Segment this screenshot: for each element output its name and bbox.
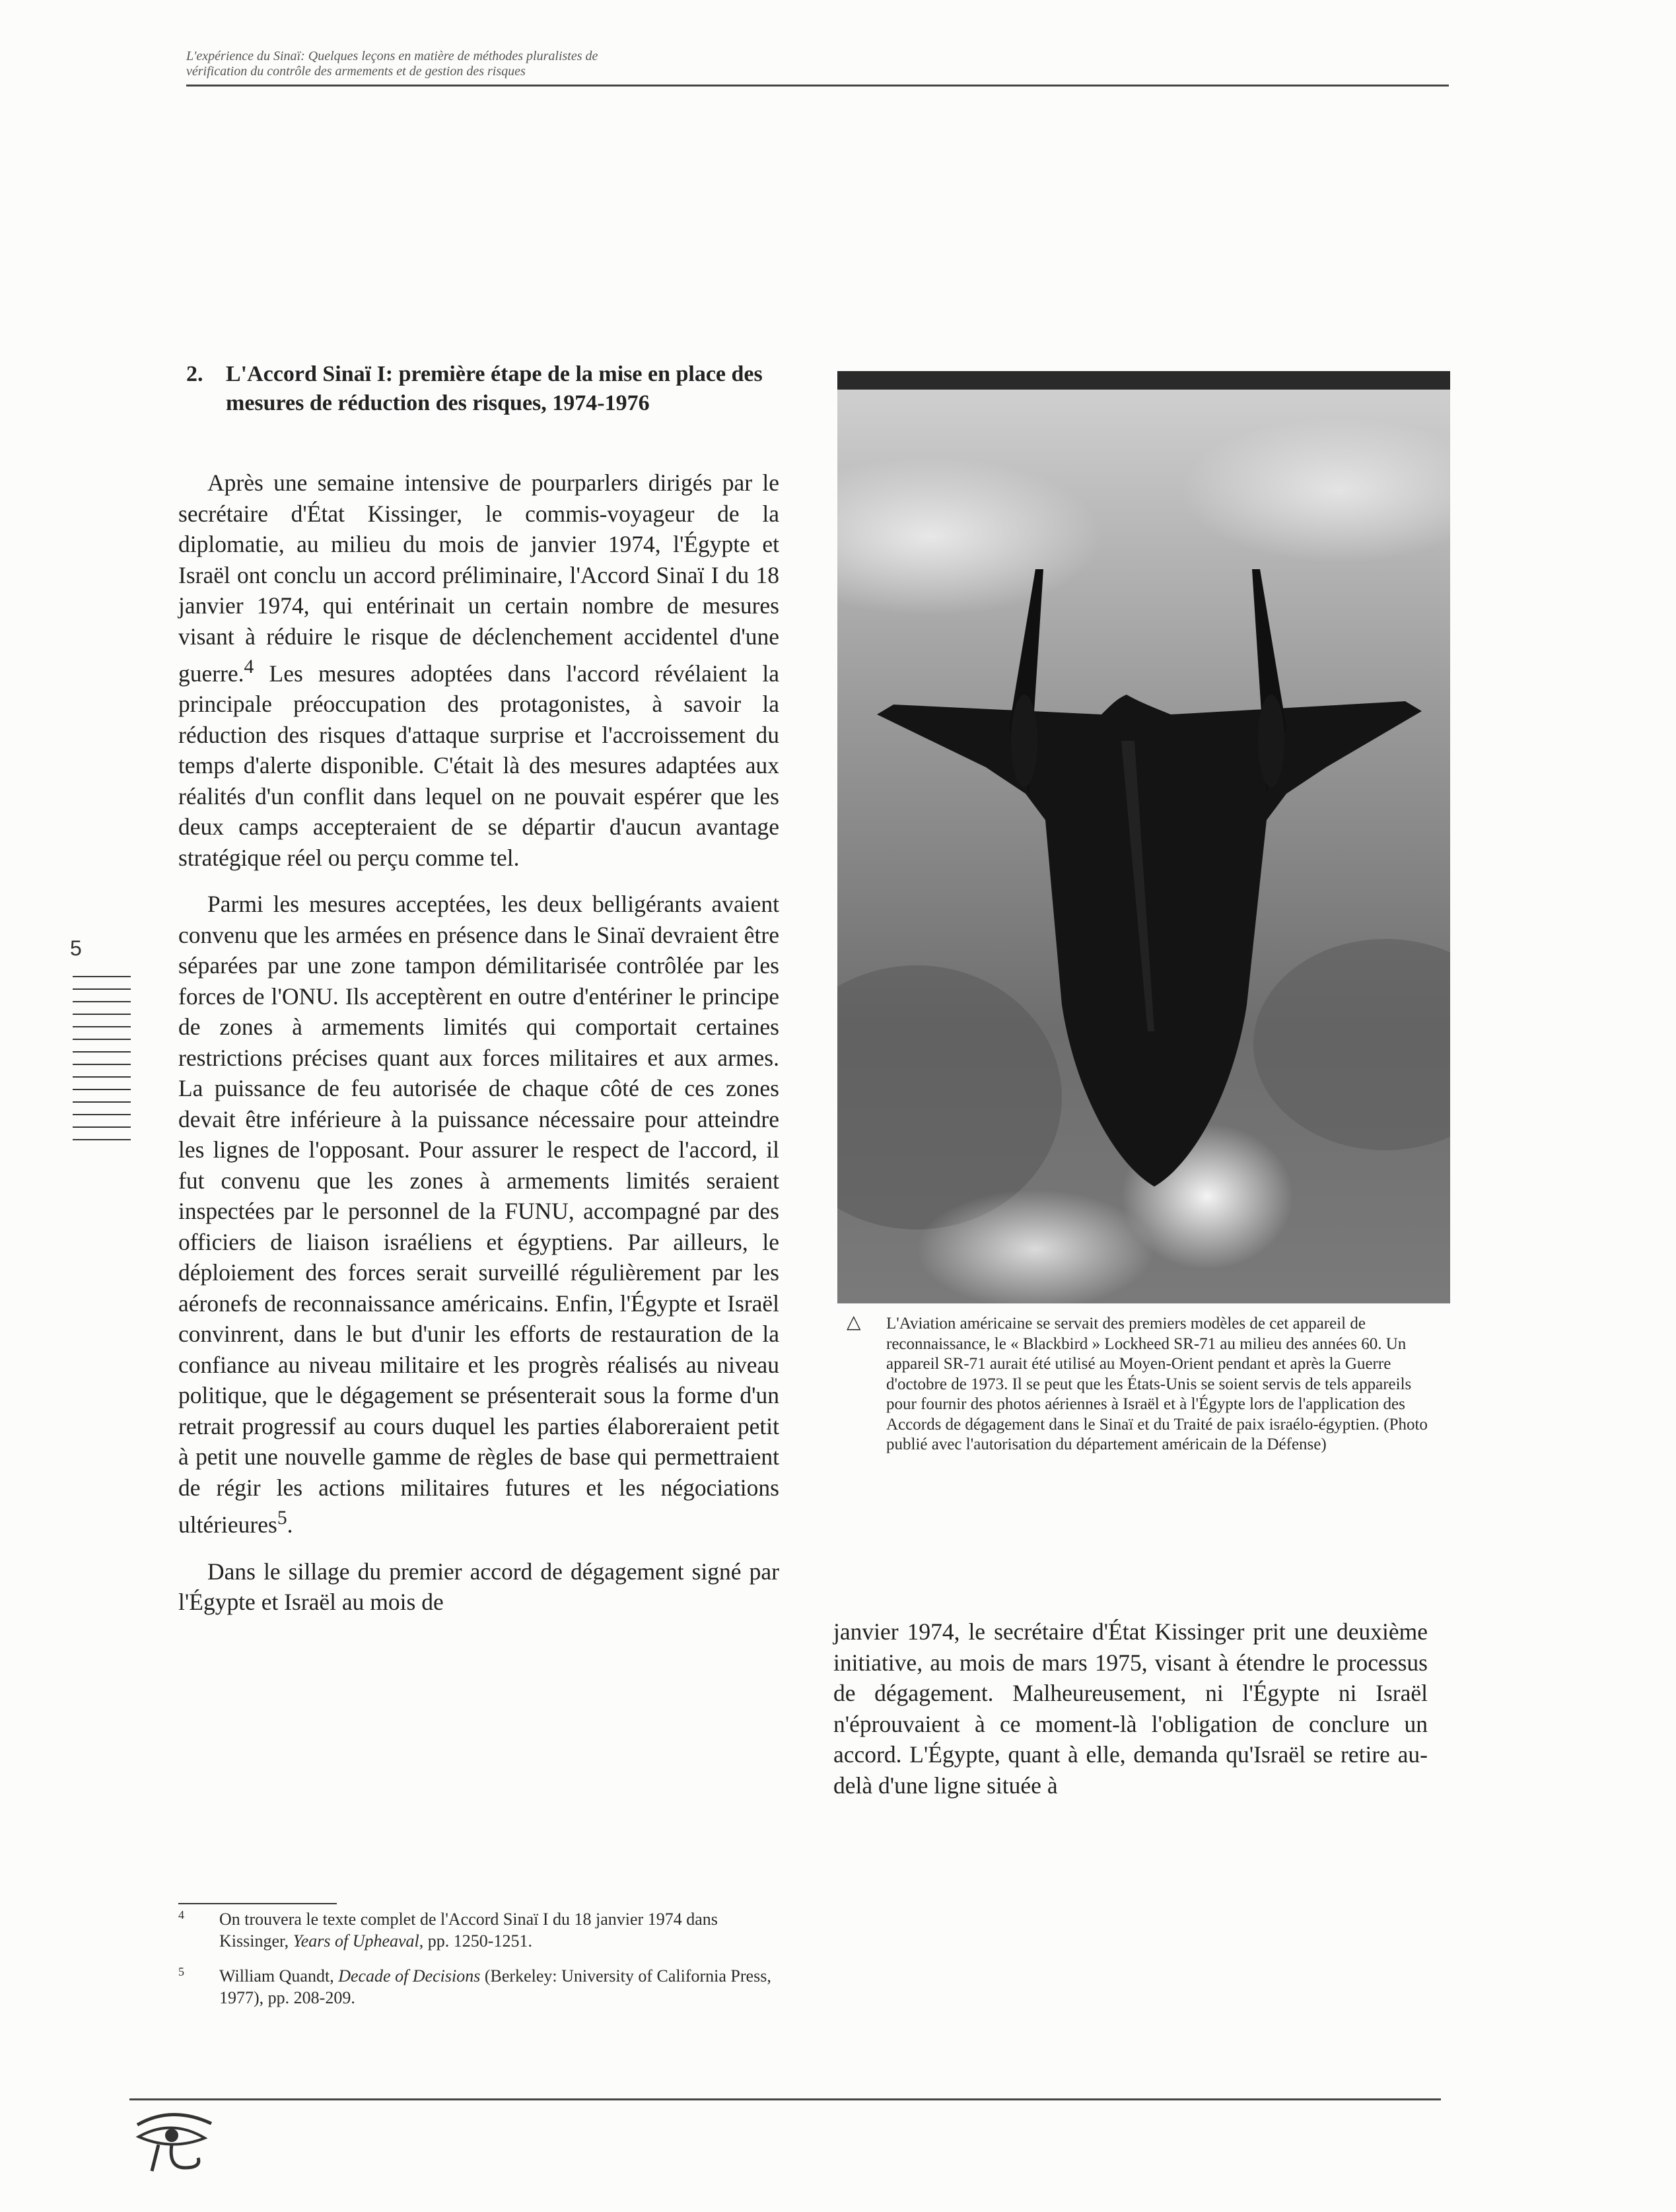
footnote-4-pages: , pp. 1250-1251. bbox=[419, 1931, 532, 1951]
section-number: 2. bbox=[186, 362, 203, 386]
right-column bbox=[833, 1616, 1428, 1801]
margin-rules bbox=[73, 976, 131, 1152]
photo-caption bbox=[847, 1314, 1441, 1455]
left-column bbox=[178, 467, 779, 1634]
footnote-5-publisher: (Berkeley: University of California Press, 1977), pp. 208-209. bbox=[219, 1966, 771, 2007]
footnote-marker: 4 bbox=[178, 1908, 184, 1921]
running-header-line-1: L'expérience du Sinaï: Quelques leçons en matière de méthodes pluralistes de bbox=[186, 49, 598, 63]
sr71-photo bbox=[837, 371, 1450, 1303]
caption-text: L'Aviation américaine se servait des premiers modèles de cet appareil de reconnaissance, le « Blackbird » Lockheed SR-71 au milieu des années 60. Un appareil SR-71 aurait été utilisé au Moyen-Orient pendant et après la Guerre d'octobre de 1973. Il se peut que les États-Unis se soient servis de tels appareils pour fournir des photos aériennes à Israël et à l'Égypte lors de l'application des Accords de dégagement dans le Sinaï et du Traité de paix israélo-égyptien. (Photo publié avec l'autorisation du département américain de la Défense) bbox=[886, 1315, 1428, 1453]
paragraph-2-text: Parmi les mesures acceptées, les deux belligérants avaient convenu que les armées en présence dans le Sinaï devraient être séparées par une zone tampon démilitarisée contrôlée par les forces de l'ONU. Ils acceptèrent en outre d'entériner le principe de zones à armements limités qui comportait certaines restrictions précises quant aux forces militaires et aux armes. La puissance de feu autorisée de chaque côté de ces zones devait être inférieure à la puissance nécessaire pour atteindre les lignes de l'opposant. Pour assurer le respect de l'accord, il fut convenu que les zones à armements limités seraient inspectées par le personnel de la FUNU, accompagné par des officiers de liaison israéliens et égyptiens. Par ailleurs, le déploiement des forces serait surveillé régulièrement par les aéronefs de reconnaissance américains. Enfin, l'Égypte et Israël convinrent, dans le but d'unir les efforts de restauration de la confiance au niveau militaire et les progrès réalisés au niveau politique, que le dégagement se présenterait sous la forme d'un retrait progressif au cours duquel les parties élaboreraient petit à petit une nouvelle gamme de règles de base qui permettraient de régir les actions militaires futures et les négociations ultérieures bbox=[178, 891, 779, 1538]
footnote-text bbox=[219, 1965, 773, 2009]
footnote-4-title: Years of Upheaval bbox=[293, 1931, 419, 1951]
footnotes bbox=[178, 1908, 773, 2022]
footnote-ref-4: 4 bbox=[244, 656, 254, 677]
section-heading bbox=[186, 360, 781, 418]
paragraph-1-text: Après une semaine intensive de pourparlers dirigés par le secrétaire d'État Kissinger, le commis-voyageur de la diplomatie, au milieu du mois de janvier 1974, l'Égypte et Israël ont conclu un accord préliminaire, l'Accord Sinaï I du 18 janvier 1974, qui entérinait un certain nombre de mesures visant à réduire le risque de déclenchement accidentel d'une guerre. bbox=[178, 469, 779, 687]
footnote-4 bbox=[178, 1908, 773, 1952]
section-title: L'Accord Sinaï I: première étape de la mise en place des mesures de réduction des risques, 1974-1976 bbox=[226, 362, 763, 415]
paragraph-1-continued: Les mesures adoptées dans l'accord révélaient la principale préoccupation des protagonistes, à savoir la réduction des risques d'attaque surprise et l'accroissement du temps d'alerte disponible. C'était là des mesures adaptées aux réalités d'un conflit dans lequel on ne pouvait espérer que les deux camps accepteraient de se départir d'aucun avantage stratégique réel ou perçu comme tel. bbox=[178, 660, 780, 871]
triangle-icon: △ bbox=[847, 1312, 861, 1332]
footnote-5 bbox=[178, 1965, 773, 2009]
footer-rule bbox=[129, 2098, 1441, 2100]
paragraph-1 bbox=[178, 467, 779, 873]
footnote-5-author: William Quandt, bbox=[219, 1966, 339, 1986]
eye-logo-icon bbox=[132, 2105, 225, 2181]
footnote-rule bbox=[178, 1903, 337, 1904]
footnote-4-text: On trouvera le texte complet de l'Accord Sinaï I du 18 janvier 1974 dans Kissinger, bbox=[219, 1910, 718, 1951]
footnote-ref-5: 5 bbox=[277, 1507, 287, 1529]
header-rule bbox=[186, 85, 1449, 86]
paragraph-3: Dans le sillage du premier accord de dégagement signé par l'Égypte et Israël au mois de bbox=[178, 1558, 779, 1616]
right-column-text: janvier 1974, le secrétaire d'État Kissinger prit une deuxième initiative, au mois de mars 1975, visant à étendre le processus de dégagement. Malheureusement, ni l'Égypte ni Israël n'éprouvaient à ce moment-là l'obligation de conclure un accord. L'Égypte, quant à elle, demanda qu'Israël se retire au-delà d'une ligne située à bbox=[833, 1618, 1428, 1799]
page-number: 5 bbox=[70, 936, 82, 960]
running-header-line-2: vérification du contrôle des armements et de gestion des risques bbox=[186, 64, 526, 79]
footnote-text bbox=[219, 1908, 773, 1952]
sr71-aircraft-image bbox=[837, 371, 1450, 1303]
footnote-marker: 5 bbox=[178, 1965, 184, 1978]
paragraph-2: Parmi les mesures acceptées, les deux belligérants avaient convenu que les armées en présence dans le Sinaï devraient être séparées par une zone tampon démilitarisée contrôlée par les forces de l'ONU. Ils acceptèrent en outre d'entériner le principe de zones à armements limités qui comportait certaines restrictions précises quant aux forces militaires et aux armes. La puissance de feu autorisée de chaque côté de ces zones devait être inférieure à la puissance nécessaire pour atteindre les lignes de l'opposant. Pour assurer le respect de l'accord, il fut convenu que les zones à armements limités seraient inspectées par le personnel de la FUNU, accompagné par des officiers de liaison israéliens et égyptiens. Par ailleurs, le déploiement des forces serait surveillé régulièrement par les aéronefs de reconnaissance américains. Enfin, l'Égypte et Israël convinrent, dans le but d'unir les efforts de restauration de la confiance au niveau militaire et les progrès réalisés au niveau politique, que le dégagement se présenterait sous la forme d'un retrait progressif au cours duquel les parties élaboreraient petit à petit une nouvelle gamme de règles de base qui permettraient de régir les actions militaires futures et les négociations ultérieures$^5$. bbox=[178, 891, 779, 1538]
running-header bbox=[186, 49, 1454, 79]
footnote-5-title: Decade of Decisions bbox=[338, 1966, 481, 1986]
